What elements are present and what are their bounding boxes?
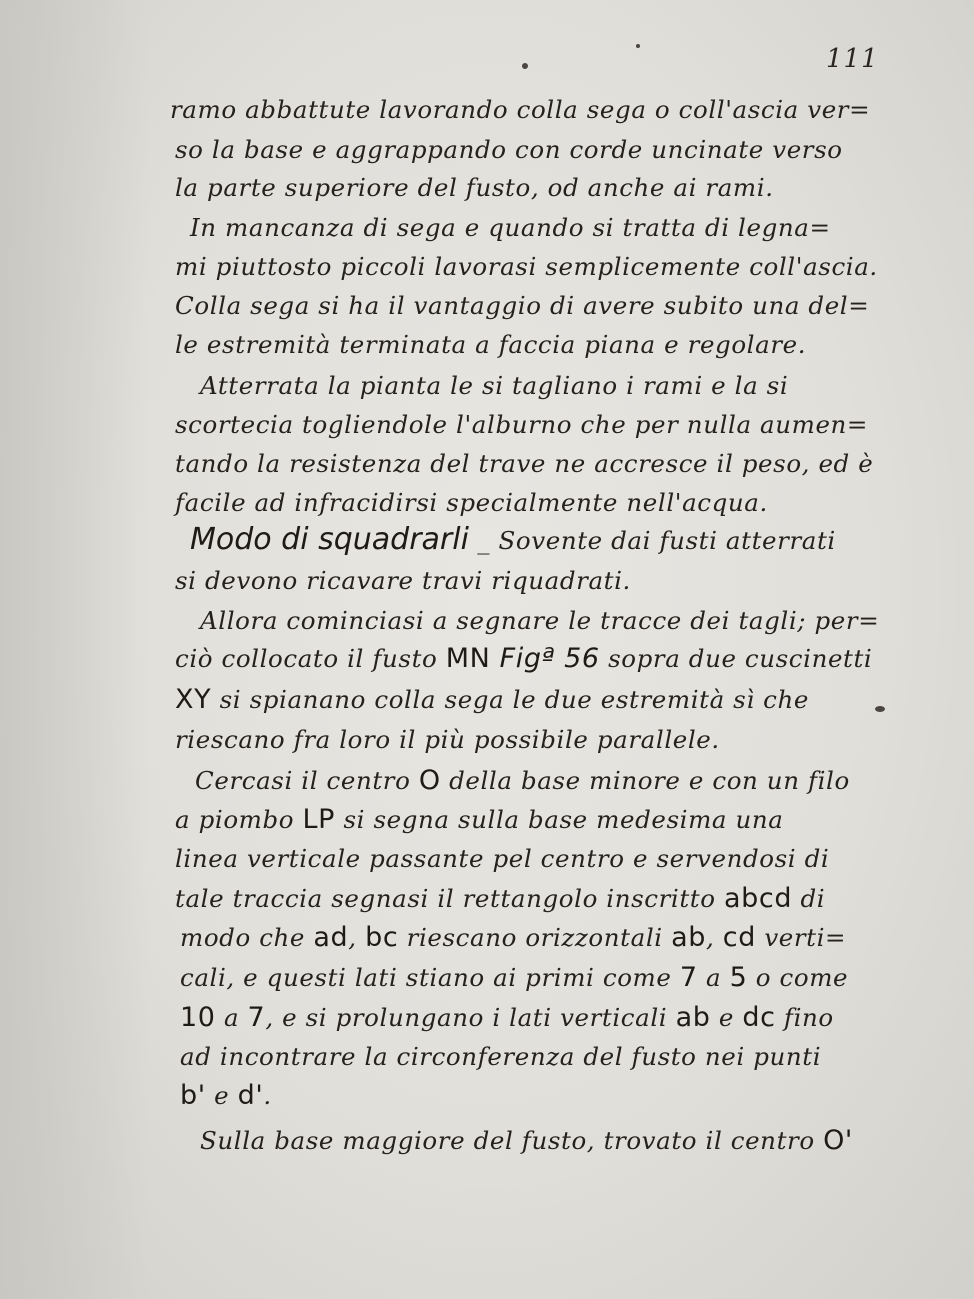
ink-speck bbox=[875, 706, 885, 712]
section-heading: Modo di squadrarli bbox=[190, 522, 469, 557]
text-line: 10 a 7, e si prolungano i lati verticali ab e dc fino bbox=[180, 1002, 834, 1033]
text-line: cali, e questi lati stiano ai primi come 7 a 5 o come bbox=[180, 962, 849, 993]
text-line: linea verticale passante pel centro e servendosi di bbox=[175, 844, 830, 873]
text-line: b' e d'. bbox=[180, 1080, 272, 1111]
text-line: so la base e aggrappando con corde uncinate verso bbox=[175, 135, 843, 164]
page-edge-shadow bbox=[0, 0, 150, 1299]
text-line: mi piuttosto piccoli lavorasi semplicemente coll'ascia. bbox=[175, 252, 878, 281]
ink-speck bbox=[636, 44, 640, 48]
text-line: scortecia togliendole l'alburno che per nulla aumen= bbox=[175, 410, 869, 439]
text-line: riescano fra loro il più possibile parallele. bbox=[175, 725, 720, 754]
text-line: facile ad infracidirsi specialmente nell'acqua. bbox=[175, 488, 768, 517]
text-line: Allora cominciasi a segnare le tracce dei tagli; per= bbox=[200, 606, 880, 635]
text-line: Sulla base maggiore del fusto, trovato il centro O' bbox=[200, 1125, 853, 1156]
text-line: Colla sega si ha il vantaggio di avere subito una del= bbox=[175, 291, 870, 320]
text-line: ramo abbattute lavorando colla sega o coll'ascia ver= bbox=[170, 95, 871, 124]
text-line: si devono ricavare travi riquadrati. bbox=[175, 566, 631, 595]
text-line: Cercasi il centro O della base minore e con un filo bbox=[195, 765, 850, 796]
page-number: 111 bbox=[826, 44, 879, 74]
text-line: tando la resistenza del trave ne accresce il peso, ed è bbox=[175, 449, 874, 478]
text-line: XY si spianano colla sega le due estremità sì che bbox=[175, 684, 809, 715]
text-line: ad incontrare la circonferenza del fusto nei punti bbox=[180, 1042, 822, 1071]
text-line: la parte superiore del fusto, od anche ai rami. bbox=[175, 173, 774, 202]
text-line: Atterrata la pianta le si tagliano i rami e la si bbox=[200, 371, 789, 400]
text-line: modo che ad, bc riescano orizzontali ab, cd verti= bbox=[180, 922, 847, 953]
text-line: Modo di squadrarli _ Sovente dai fusti atterrati bbox=[190, 522, 836, 557]
ink-speck bbox=[522, 63, 528, 69]
text-line: tale traccia segnasi il rettangolo inscritto abcd di bbox=[175, 883, 826, 914]
text-line: le estremità terminata a faccia piana e regolare. bbox=[175, 330, 807, 359]
text-line: a piombo LP si segna sulla base medesima una bbox=[175, 804, 784, 835]
figure-reference: Figª 56 bbox=[490, 643, 600, 674]
text-line: In mancanza di sega e quando si tratta di legna= bbox=[190, 213, 831, 242]
text-line: ciò collocato il fusto MN Figª 56 sopra due cuscinetti bbox=[175, 643, 873, 674]
